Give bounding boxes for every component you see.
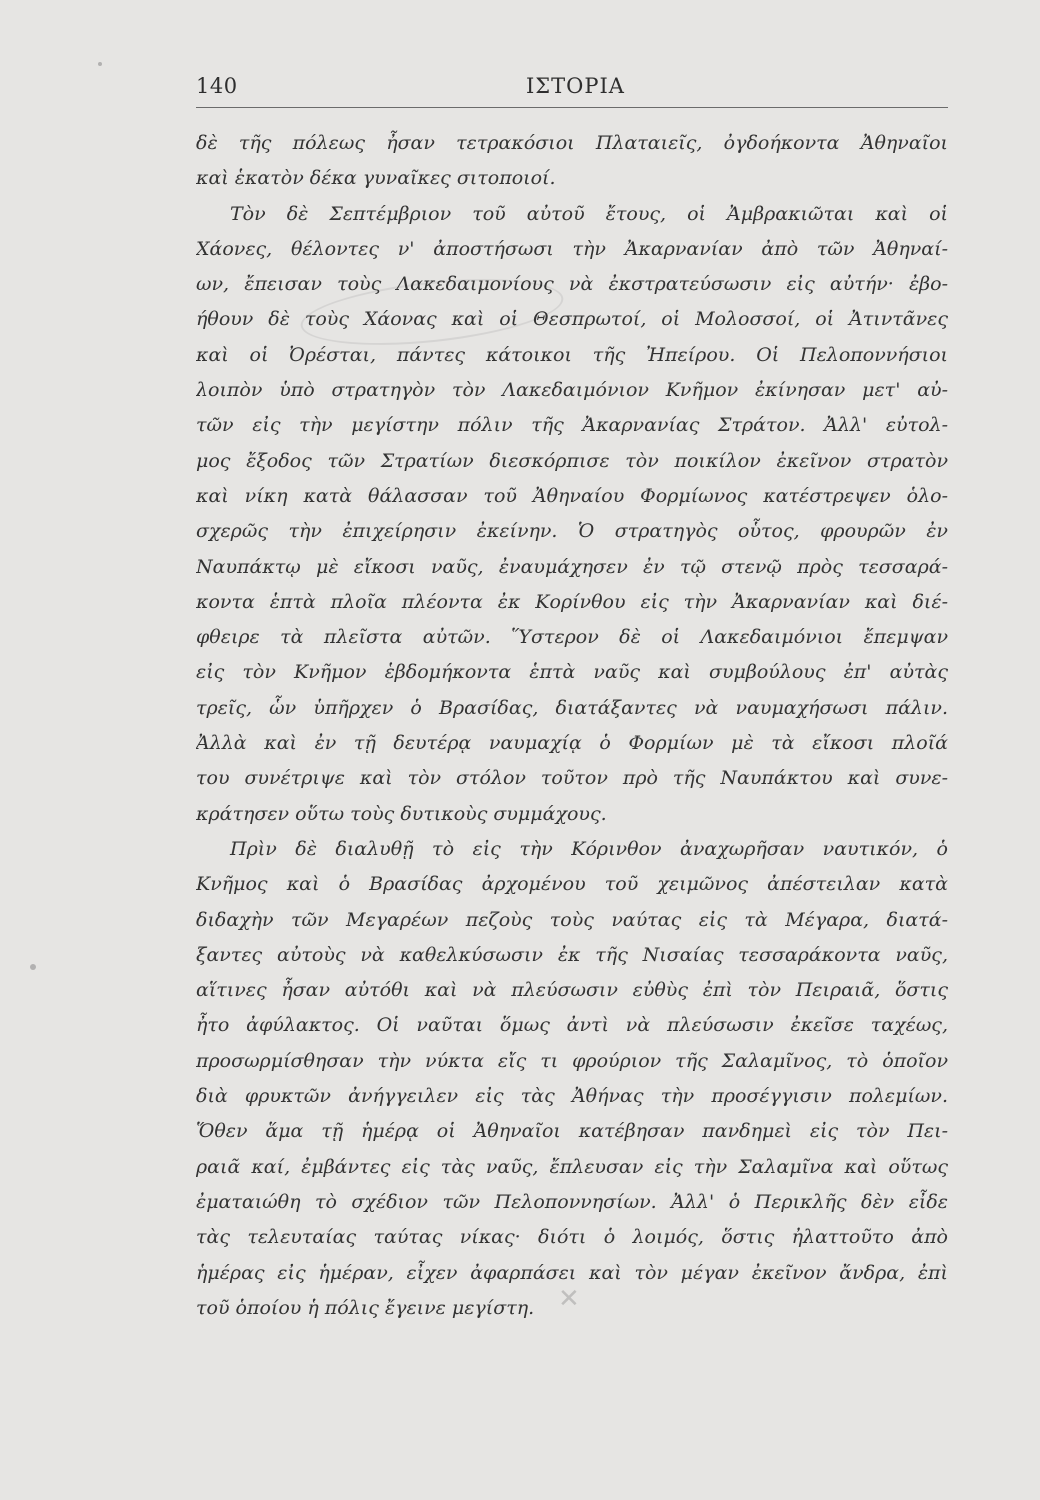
page-number: 140 <box>196 74 238 98</box>
text-line: ων, ἔπεισαν τοὺς Λακεδαιμονίους νὰ ἐκστρατεύσωσιν εἰς αὐτήν· ἐβο- <box>196 273 948 296</box>
text-line: εἰς τὸν Κνῆμον ἑβδομήκοντα ἑπτὰ ναῦς καὶ συμβούλους ἐπ' αὐτὰς <box>196 661 948 684</box>
text-line: Χάονες, θέλοντες ν' ἀποστήσωσι τὴν Ἀκαρνανίαν ἀπὸ τῶν Ἀθηναί- <box>196 237 948 260</box>
text-line: δὲ τῆς πόλεως ἦσαν τετρακόσιοι Πλαταιεῖς, ὀγδοήκοντα Ἀθηναῖοι <box>196 132 948 154</box>
running-head: ΙΣΤΟΡΙΑ <box>526 74 625 98</box>
text-line: λοιπὸν ὑπὸ στρατηγὸν τὸν Λακεδαιμόνιον Κνῆμον ἐκίνησαν μετ' αὐ- <box>196 379 948 402</box>
text-line: ραιᾶ καί, ἐμβάντες εἰς τὰς ναῦς, ἔπλευσαν εἰς τὴν Σαλαμῖνα καὶ οὕτως <box>196 1155 948 1178</box>
text-line: Τὸν δὲ Σεπτέμβριον τοῦ αὐτοῦ ἔτους, οἱ Ἀμβρακιῶται καὶ οἱ <box>230 202 948 225</box>
text-line: του συνέτριψε καὶ τὸν στόλον τοῦτον πρὸ τῆς Ναυπάκτου καὶ συνε- <box>196 767 948 790</box>
text-line: ἡμέρας εἰς ἡμέραν, εἶχεν ἀφαρπάσει καὶ τὸν μέγαν ἐκεῖνον ἄνδρα, ἐπὶ <box>196 1261 948 1284</box>
text-line: Ναυπάκτῳ μὲ εἴκοσι ναῦς, ἐναυμάχησεν ἐν τῷ στενῷ πρὸς τεσσαρά- <box>196 555 948 578</box>
pencil-mark-x: ✕ <box>558 1284 580 1314</box>
text-line: ήθουν δὲ τοὺς Χάονας καὶ οἱ Θεσπρωτοί, οἱ Μολοσσοί, οἱ Ἀτιντᾶνες <box>196 308 948 331</box>
text-line: Πρὶν δὲ διαλυθῇ τὸ εἰς τὴν Κόρινθον ἀναχωρῆσαν ναυτικόν, ὁ <box>230 837 948 860</box>
text-line: κράτησεν οὕτω τοὺς δυτικοὺς συμμάχους. <box>196 802 607 825</box>
text-line: τὰς τελευταίας ταύτας νίκας· διότι ὁ λοιμός, ὅστις ἠλαττοῦτο ἀπὸ <box>196 1226 948 1249</box>
page-header <box>196 74 948 108</box>
text-line: κοντα ἑπτὰ πλοῖα πλέοντα ἐκ Κορίνθου εἰς τὴν Ἀκαρνανίαν καὶ διέ- <box>196 590 948 613</box>
body-text <box>196 126 948 1326</box>
text-line: καὶ νίκη κατὰ θάλασσαν τοῦ Ἀθηναίου Φορμίωνος κατέστρεψεν ὁλο- <box>196 484 948 507</box>
text-line: ἐματαιώθη τὸ σχέδιον τῶν Πελοποννησίων. Ἀλλ' ὁ Περικλῆς δὲν εἶδε <box>196 1190 948 1213</box>
text-line: καὶ ἑκατὸν δέκα γυναῖκες σιτοποιοί. <box>196 167 556 190</box>
text-line: τοῦ ὁποίου ἡ πόλις ἔγεινε μεγίστη. <box>196 1296 535 1319</box>
text-line: τῶν εἰς τὴν μεγίστην πόλιν τῆς Ἀκαρνανίας Στράτον. Ἀλλ' εὐτολ- <box>196 414 948 437</box>
text-line: Ὅθεν ἅμα τῇ ἡμέρᾳ οἱ Ἀθηναῖοι κατέβησαν πανδημεὶ εἰς τὸν Πει- <box>196 1120 948 1143</box>
text-line: μος ἔξοδος τῶν Στρατίων διεσκόρπισε τὸν ποικίλον ἐκεῖνον στρατὸν <box>196 449 948 472</box>
text-line: ξαντες αὐτοὺς νὰ καθελκύσωσιν ἐκ τῆς Νισαίας τεσσαράκοντα ναῦς, <box>196 943 948 966</box>
paper-speck <box>98 62 102 66</box>
text-line: διὰ φρυκτῶν ἀνήγγειλεν εἰς τὰς Ἀθήνας τὴν προσέγγισιν πολεμίων. <box>196 1085 948 1108</box>
text-line: αἵτινες ἦσαν αὐτόθι καὶ νὰ πλεύσωσιν εὐθὺς ἐπὶ τὸν Πειραιᾶ, ὅστις <box>196 979 948 1002</box>
text-line: προσωρμίσθησαν τὴν νύκτα εἴς τι φρούριον τῆς Σαλαμῖνος, τὸ ὁποῖον <box>196 1049 948 1072</box>
text-line: διδαχὴν τῶν Μεγαρέων πεζοὺς τοὺς ναύτας εἰς τὰ Μέγαρα, διατά- <box>196 908 948 931</box>
text-line: τρεῖς, ὧν ὑπῆρχεν ὁ Βρασίδας, διατάξαντες νὰ ναυμαχήσωσι πάλιν. <box>196 696 948 719</box>
text-line: Κνῆμος καὶ ὁ Βρασίδας ἀρχομένου τοῦ χειμῶνος ἀπέστειλαν κατὰ <box>196 873 948 896</box>
text-line: σχερῶς τὴν ἐπιχείρησιν ἐκείνην. Ὁ στρατηγὸς οὗτος, φρουρῶν ἐν <box>196 520 948 543</box>
header-rule <box>196 107 948 108</box>
text-line: φθειρε τὰ πλεῖστα αὐτῶν. Ὕστερον δὲ οἱ Λακεδαιμόνιοι ἔπεμψαν <box>196 626 948 649</box>
text-line: Ἀλλὰ καὶ ἐν τῇ δευτέρᾳ ναυμαχίᾳ ὁ Φορμίων μὲ τὰ εἴκοσι πλοῖά <box>196 732 948 755</box>
text-line: ἦτο ἀφύλακτος. Οἱ ναῦται ὅμως ἀντὶ νὰ πλεύσωσιν ἐκεῖσε ταχέως, <box>196 1014 948 1037</box>
paper-speck <box>30 964 36 970</box>
text-line: καὶ οἱ Ὀρέσται, πάντες κάτοικοι τῆς Ἠπείρου. Οἱ Πελοποννήσιοι <box>196 343 948 366</box>
